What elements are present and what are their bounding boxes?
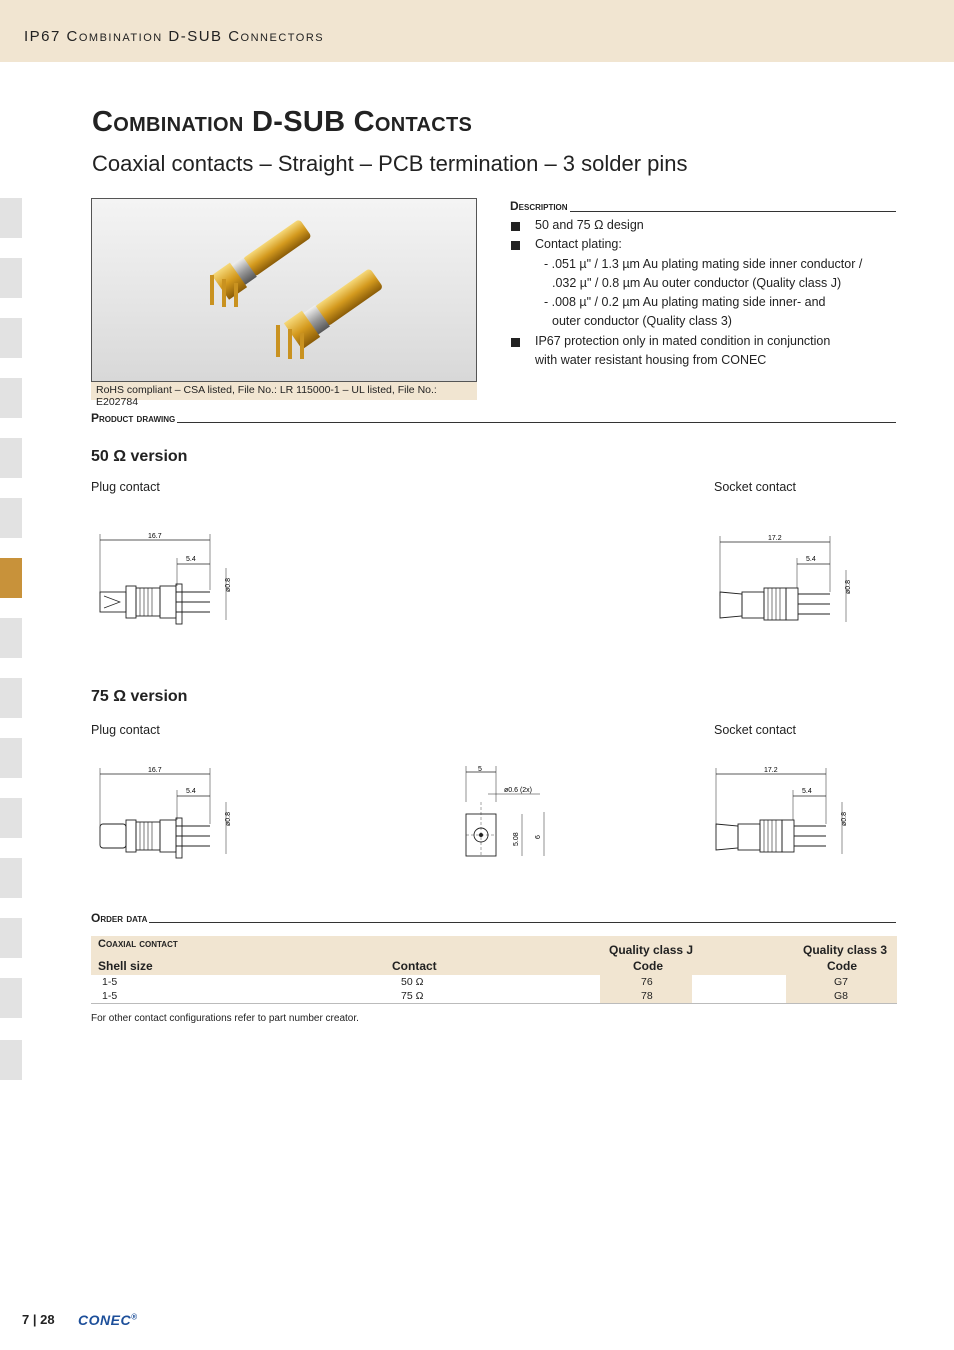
table-row — [91, 989, 897, 1003]
order-data-heading: Order data — [91, 911, 148, 925]
side-tab[interactable] — [0, 1040, 22, 1080]
plug-drawing-75 — [92, 762, 242, 862]
description-subitem: .032 µ" / 0.8 µm Au outer conductor (Quality class J) — [552, 275, 842, 290]
conec-logo: CONEC® — [78, 1312, 138, 1328]
table-bottom-rule — [91, 1003, 897, 1004]
page-title: Combination D-SUB Contacts — [92, 106, 473, 138]
dim-text: 5 — [478, 766, 482, 773]
dim-text: 5.4 — [186, 788, 196, 795]
description-subitem: - .008 µ" / 0.2 µm Au plating mating side inner- and — [544, 295, 826, 310]
page-number: 7 | 28 — [22, 1312, 55, 1327]
product-drawing-rule — [91, 422, 896, 423]
col-contact: Contact — [392, 959, 437, 973]
col-quality-3: Quality class 3 — [803, 943, 888, 957]
order-data-rule — [91, 922, 896, 923]
version-50-title: 50 Ω version — [91, 448, 188, 465]
dim-text: ø0.8 — [845, 579, 852, 594]
cell-shell: 1-5 — [102, 990, 118, 1002]
version-75-title: 75 Ω version — [91, 688, 188, 705]
order-note: For other contact configurations refer to part number creator. — [91, 1013, 359, 1024]
plug-contact-label-50: Plug contact — [91, 480, 160, 494]
plug-drawing-50 — [92, 528, 242, 628]
rohs-caption: RoHS compliant – CSA listed, File No.: LR 115000-1 – UL listed, File No.: E202784 — [91, 382, 477, 400]
cell-contact: 75 Ω — [401, 990, 424, 1002]
col-quality-3-code: Code — [827, 959, 857, 973]
socket-drawing-75 — [708, 762, 858, 862]
side-tab-active[interactable] — [0, 558, 22, 598]
dim-text: ø0.6 (2x) — [504, 787, 533, 794]
dim-text: 5.4 — [806, 556, 816, 563]
side-tab[interactable] — [0, 618, 22, 658]
product-drawing-heading: Product drawing — [91, 411, 176, 425]
dim-text: 5.4 — [802, 788, 812, 795]
description-item: IP67 protection only in mated condition in conjunction — [511, 332, 896, 351]
col-shell-size: Shell size — [98, 959, 153, 973]
side-tab[interactable] — [0, 678, 22, 718]
side-tab[interactable] — [0, 258, 22, 298]
description-subitem: with water resistant housing from CONEC — [535, 353, 767, 368]
header-band — [0, 0, 954, 62]
side-tab[interactable] — [0, 438, 22, 478]
socket-contact-label-50: Socket contact — [714, 480, 796, 494]
dim-text: ø0.8 — [841, 811, 848, 826]
side-tab[interactable] — [0, 198, 22, 238]
col-quality-j: Quality class J — [609, 943, 694, 957]
dim-text: 5.08 — [513, 832, 520, 846]
side-tab[interactable] — [0, 738, 22, 778]
side-tab[interactable] — [0, 918, 22, 958]
footprint-drawing-75 — [460, 762, 560, 862]
cell-shell: 1-5 — [102, 976, 118, 988]
page-subtitle: Coaxial contacts – Straight – PCB termination – 3 solder pins — [92, 151, 688, 176]
cell-qj: 78 — [641, 990, 653, 1002]
socket-drawing-50 — [712, 530, 862, 630]
side-tab[interactable] — [0, 858, 22, 898]
plug-contact-label-75: Plug contact — [91, 723, 160, 737]
description-list — [511, 216, 896, 370]
cell-qj: 76 — [641, 976, 653, 988]
dim-text: 16.7 — [148, 767, 162, 774]
dim-text: 6 — [535, 835, 542, 839]
description-subitem: - .051 µ" / 1.3 µm Au plating mating side inner conductor / — [544, 256, 863, 271]
description-item: 50 and 75 Ω design — [511, 216, 896, 235]
socket-contact-label-75: Socket contact — [714, 723, 796, 737]
description-item: Contact plating: — [511, 235, 896, 254]
cell-q3: G8 — [834, 990, 849, 1002]
col-quality-j-code: Code — [633, 959, 663, 973]
header-title: IP67 Combination D-SUB Connectors — [24, 28, 325, 45]
side-tab[interactable] — [0, 318, 22, 358]
description-heading: Description — [510, 199, 568, 213]
side-tab[interactable] — [0, 378, 22, 418]
dim-text: 16.7 — [148, 533, 162, 540]
side-tab[interactable] — [0, 978, 22, 1018]
dim-text: ø0.8 — [225, 577, 232, 592]
dim-text: 17.2 — [768, 535, 782, 542]
cell-contact: 50 Ω — [401, 976, 424, 988]
side-tab[interactable] — [0, 798, 22, 838]
side-tab[interactable] — [0, 498, 22, 538]
description-subitem: outer conductor (Quality class 3) — [552, 314, 732, 329]
order-group-label: Coaxial contact — [98, 938, 178, 950]
order-table-header — [91, 936, 897, 975]
dim-text: ø0.8 — [225, 811, 232, 826]
order-table — [91, 936, 897, 1003]
dim-text: 5.4 — [186, 556, 196, 563]
product-photo — [91, 198, 477, 382]
cell-q3: G7 — [834, 976, 849, 988]
table-row — [91, 975, 897, 989]
dim-text: 17.2 — [764, 767, 778, 774]
